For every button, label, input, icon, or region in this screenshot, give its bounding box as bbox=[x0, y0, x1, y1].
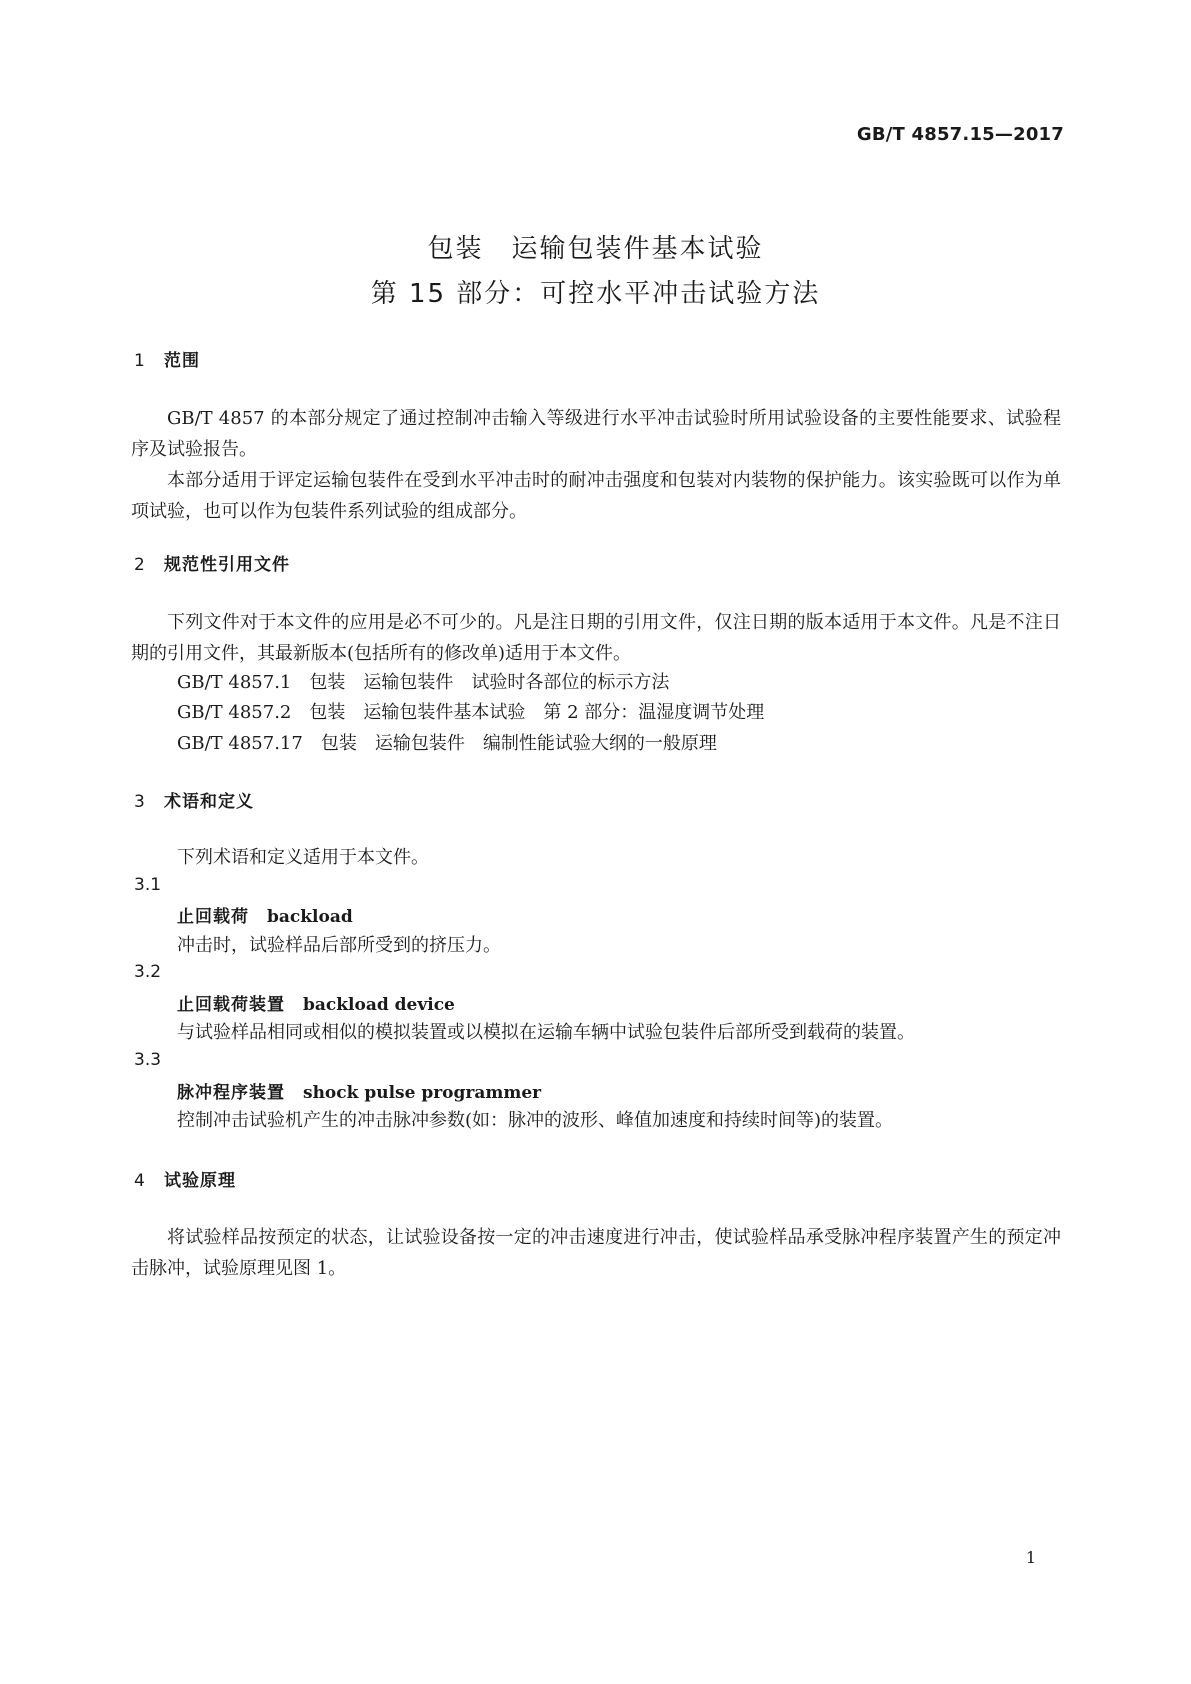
section-1-heading bbox=[134, 346, 200, 371]
term-name-cn: 止回载荷 bbox=[177, 907, 249, 927]
section-title: 术语和定义 bbox=[164, 792, 254, 812]
term-name bbox=[177, 990, 455, 1015]
term-number: 3.3 bbox=[134, 1050, 162, 1070]
term-definition: 控制冲击试验机产生的冲击脉冲参数(如：脉冲的波形、峰值加速度和持续时间等)的装置。 bbox=[177, 1110, 894, 1131]
term-name-en: backload device bbox=[303, 995, 455, 1015]
term-name bbox=[177, 902, 353, 927]
section-title: 范围 bbox=[164, 351, 200, 371]
section-number: 3 bbox=[134, 792, 146, 812]
section-3-intro: 下列术语和定义适用于本文件。 bbox=[177, 847, 429, 868]
section-1-paragraph-1: GB/T 4857 的本部分规定了通过控制冲击输入等级进行水平冲击试验时所用试验设备的主要性能要求、试验程序及试验报告。 bbox=[131, 408, 1061, 460]
section-number: 2 bbox=[134, 555, 146, 575]
reference-item: GB/T 4857.2 包装 运输包装件基本试验 第 2 部分：温湿度调节处理 bbox=[177, 702, 765, 723]
term-name-en: shock pulse programmer bbox=[303, 1083, 542, 1103]
document-title-line2: 第 15 部分：可控水平冲击试验方法 bbox=[370, 279, 821, 309]
section-3-heading bbox=[134, 787, 254, 812]
term-definition: 冲击时，试验样品后部所受到的挤压力。 bbox=[177, 935, 501, 956]
section-1-paragraph-2: 本部分适用于评定运输包装件在受到水平冲击时的耐冲击强度和包装对内装物的保护能力。该实验既可以作为单项试验，也可以作为包装件系列试验的组成部分。 bbox=[131, 470, 1061, 522]
section-2-intro: 下列文件对于本文件的应用是必不可少的。凡是注日期的引用文件，仅注日期的版本适用于本文件。凡是不注日期的引用文件，其最新版本(包括所有的修改单)适用于本文件。 bbox=[131, 612, 1061, 664]
document-title-line1: 包装 运输包装件基本试验 bbox=[427, 234, 764, 264]
term-name-cn: 脉冲程序装置 bbox=[177, 1083, 285, 1103]
section-number: 1 bbox=[134, 351, 146, 371]
reference-item: GB/T 4857.17 包装 运输包装件 编制性能试验大纲的一般原理 bbox=[177, 733, 717, 754]
section-4-heading bbox=[134, 1166, 236, 1191]
term-definition: 与试验样品相同或相似的模拟装置或以模拟在运输车辆中试验包装件后部所受到载荷的装置。 bbox=[177, 1022, 915, 1043]
term-name-en: backload bbox=[267, 907, 353, 927]
term-number: 3.1 bbox=[134, 875, 162, 895]
section-title: 规范性引用文件 bbox=[164, 555, 290, 575]
section-4-paragraph: 将试验样品按预定的状态，让试验设备按一定的冲击速度进行冲击，使试验样品承受脉冲程序装置产生的预定冲击脉冲，试验原理见图 1。 bbox=[131, 1227, 1061, 1279]
term-name bbox=[177, 1078, 541, 1103]
page-number: 1 bbox=[1025, 1548, 1036, 1567]
section-2-heading bbox=[134, 550, 290, 575]
standard-number: GB/T 4857.15—2017 bbox=[856, 124, 1064, 145]
term-number: 3.2 bbox=[134, 962, 162, 982]
reference-item: GB/T 4857.1 包装 运输包装件 试验时各部位的标示方法 bbox=[177, 672, 670, 693]
section-title: 试验原理 bbox=[164, 1171, 236, 1191]
term-name-cn: 止回载荷装置 bbox=[177, 995, 285, 1015]
section-number: 4 bbox=[134, 1171, 146, 1191]
